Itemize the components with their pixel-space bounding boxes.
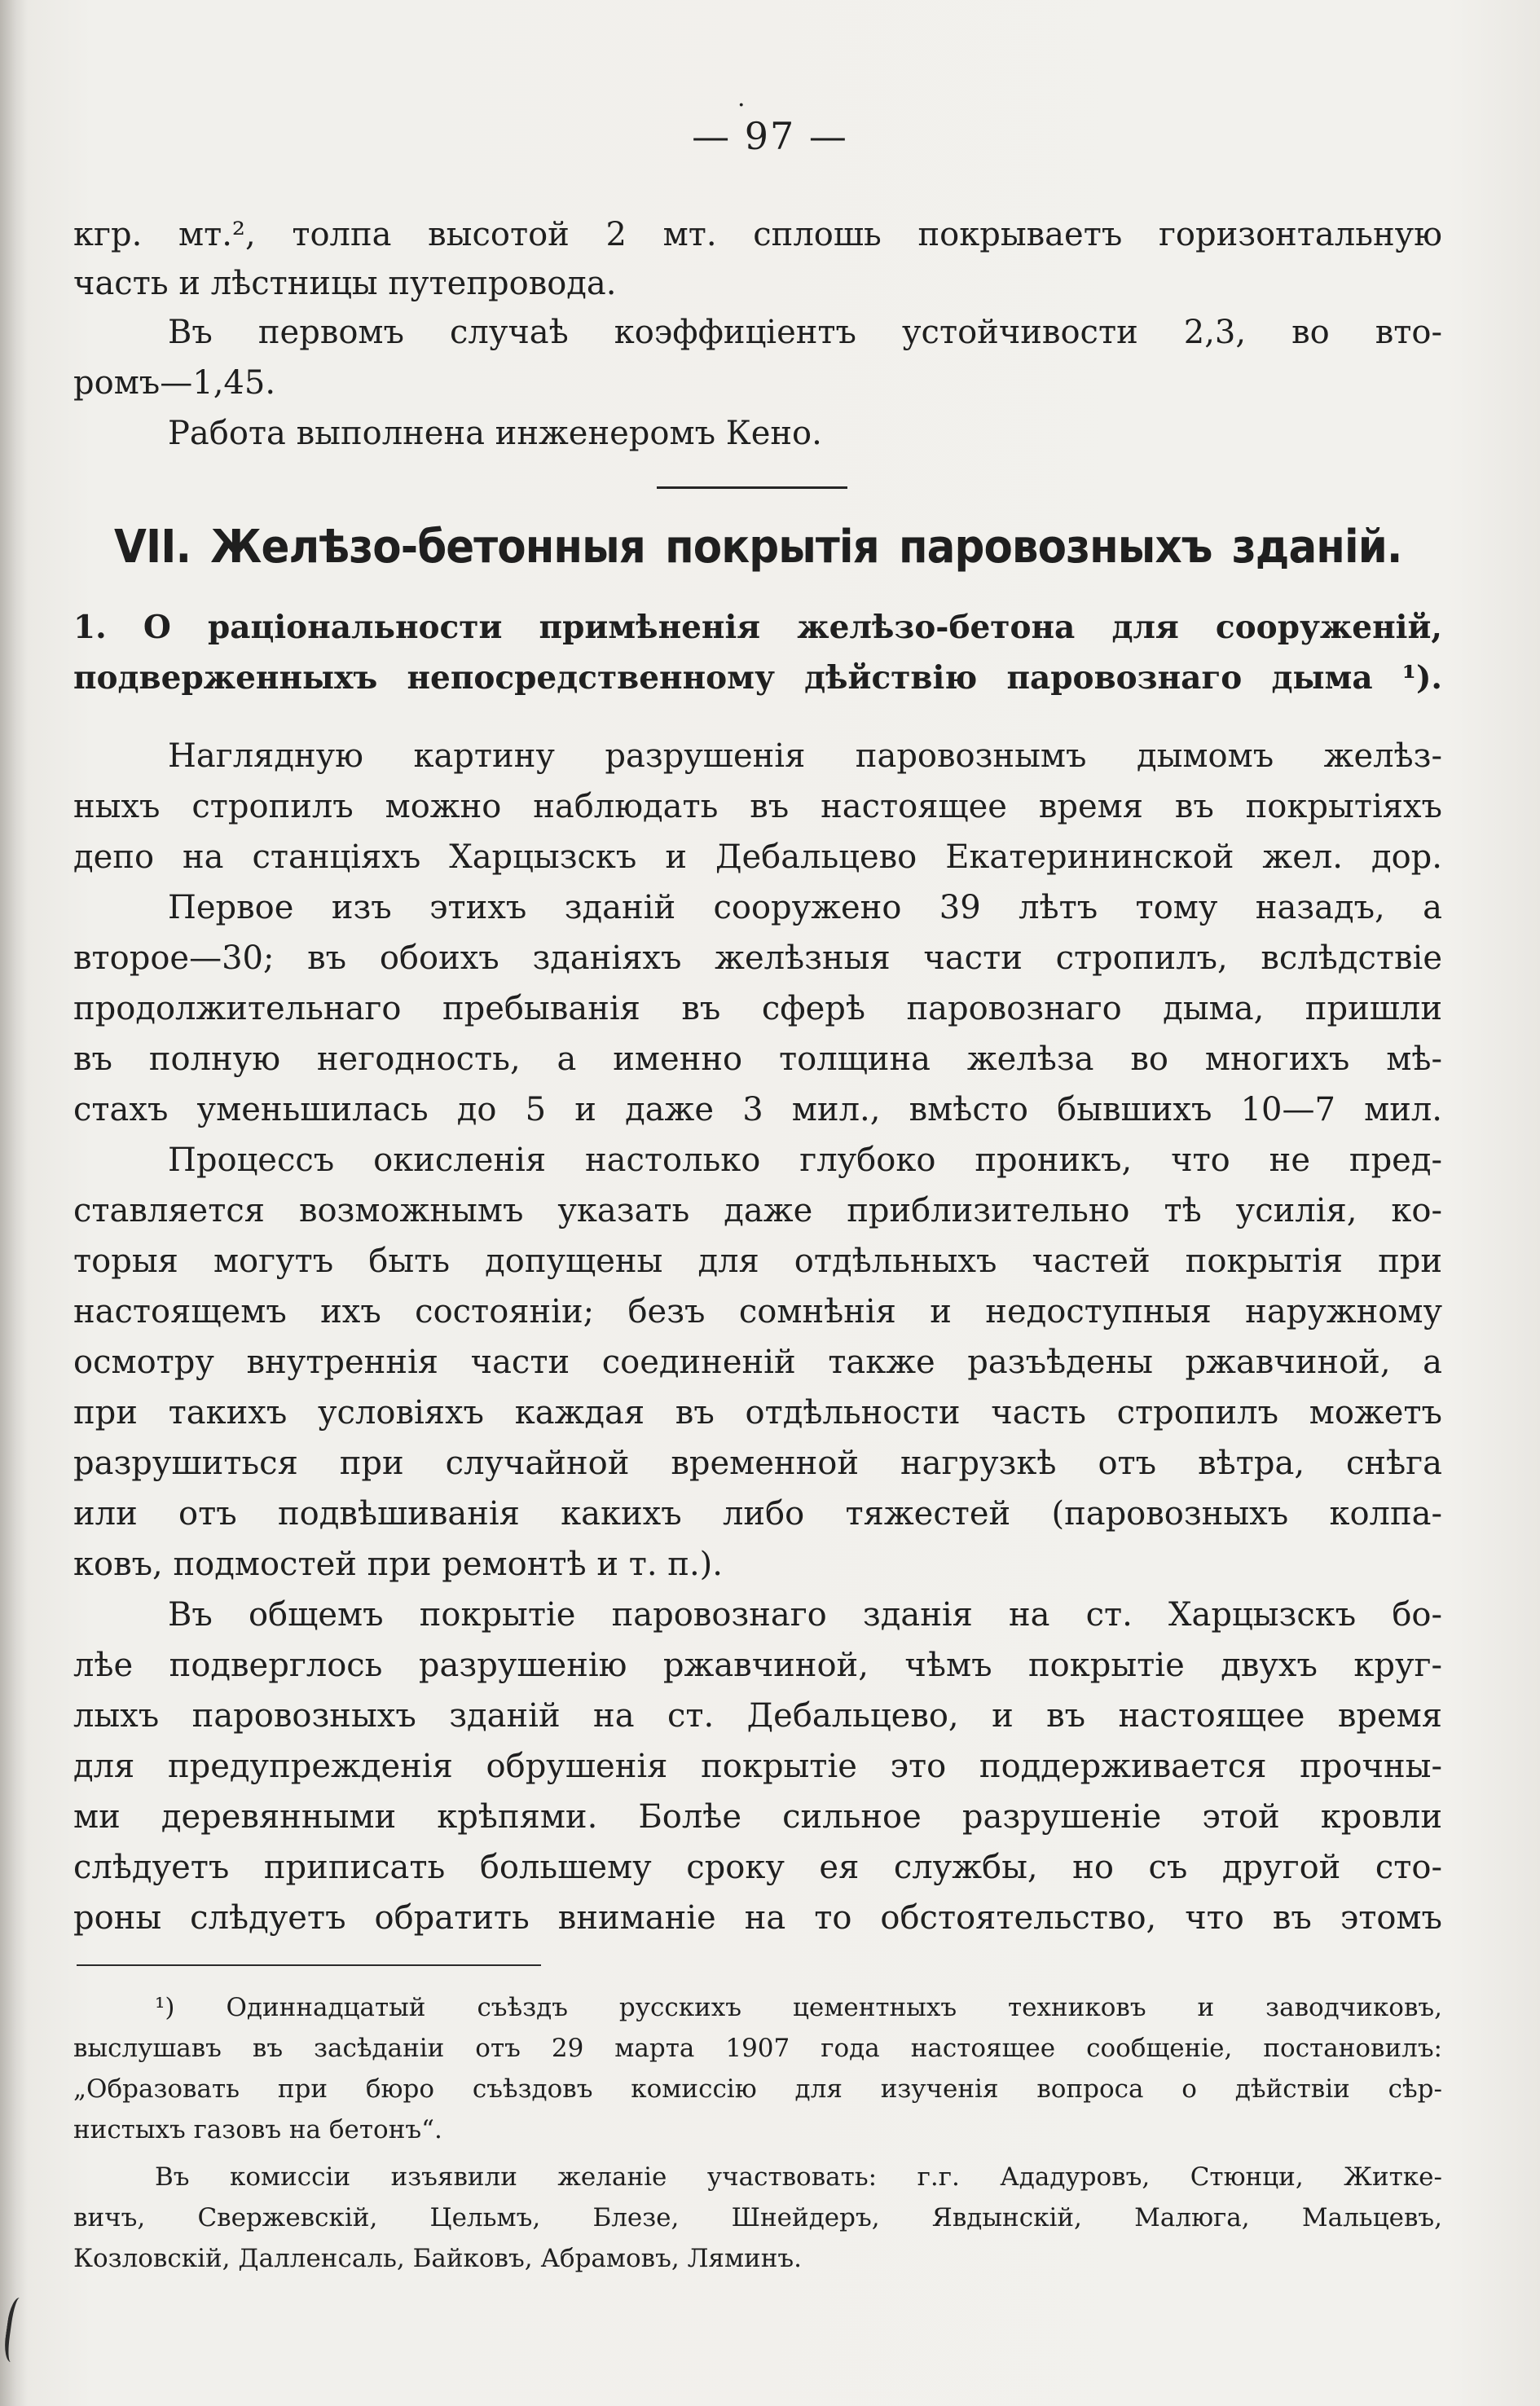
page-number-text: — 97 — xyxy=(692,114,848,158)
page-number xyxy=(0,91,1540,158)
footnote-line: ¹) Одиннадцатый съѣздъ русскихъ цементныхъ техниковъ и заводчиковъ, xyxy=(155,1993,1442,2022)
body-line: лѣе подверглось разрушенію ржавчиной, чѣмъ покрытіе двухъ круг- xyxy=(73,1647,1442,1684)
body-line: ныхъ стропилъ можно наблюдать въ настоящее время въ покрытіяхъ xyxy=(73,788,1442,825)
body-line: лыхъ паровозныхъ зданій на ст. Дебальцево, и въ настоящее время xyxy=(73,1697,1442,1735)
body-line: ковъ, подмостей при ремонтѣ и т. п.). xyxy=(73,1546,723,1583)
footnote-line: „Образовать при бюро съѣздовъ комиссію для изученія вопроса о дѣйствіи сѣр- xyxy=(73,2074,1442,2104)
intro-line: Работа выполнена инженеромъ Кено. xyxy=(168,415,822,452)
footnote-line: нистыхъ газовъ на бетонъ“. xyxy=(73,2115,442,2144)
body-line: Процессъ окисленія настолько глубоко проникъ, что не пред- xyxy=(168,1141,1442,1179)
footnote-rule xyxy=(77,1964,541,1966)
body-line: ми деревянными крѣпями. Болѣе сильное разрушеніе этой кровли xyxy=(73,1798,1442,1836)
binding-shadow xyxy=(0,0,28,2406)
footnote-line: Козловскій, Далленсаль, Байковъ, Абрамовъ, Ляминъ. xyxy=(73,2244,803,2273)
footnote-line: вичъ, Свержевскій, Цельмъ, Блезе, Шнейдеръ, Явдынскій, Малюга, Мальцевъ, xyxy=(73,2203,1442,2232)
intro-line: ромъ—1,45. xyxy=(73,364,276,402)
intro-line: Въ первомъ случаѣ коэффиціентъ устойчивости 2,3, во вто- xyxy=(168,314,1442,351)
body-line: разрушиться при случайной временной нагрузкѣ отъ вѣтра, снѣга xyxy=(73,1445,1442,1482)
section-divider xyxy=(657,486,847,489)
page-number-mark: · xyxy=(737,91,747,120)
footnote-line: выслушавъ въ засѣданіи отъ 29 марта 1907 года настоящее сообщеніе, постановилъ: xyxy=(73,2034,1442,2063)
footnote-line: Въ комиссіи изъявили желаніе участвовать: г.г. Ададуровъ, Стюнци, Житке- xyxy=(155,2162,1442,2192)
body-line: или отъ подвѣшиванія какихъ либо тяжестей (паровозныхъ колпа- xyxy=(73,1495,1442,1533)
body-line: депо на станціяхъ Харцызскъ и Дебальцево Екатерининской жел. дор. xyxy=(73,838,1442,876)
body-line: въ полную негодность, а именно толщина желѣза во многихъ мѣ- xyxy=(73,1040,1442,1078)
body-line: настоящемъ ихъ состояніи; безъ сомнѣнія и недоступныя наружному xyxy=(73,1293,1442,1331)
body-line: слѣдуетъ приписать большему сроку ея службы, но съ другой сто- xyxy=(73,1849,1442,1886)
body-line: Первое изъ этихъ зданій сооружено 39 лѣтъ тому назадъ, а xyxy=(168,889,1442,926)
section-title: VII. Желѣзо-бетонныя покрытія паровозныхъ зданій. xyxy=(114,521,1402,574)
body-line: второе—30; въ обоихъ зданіяхъ желѣзныя части стропилъ, вслѣдствіе xyxy=(73,939,1442,977)
body-line: роны слѣдуетъ обратить вниманіе на то обстоятельство, что въ этомъ xyxy=(73,1899,1442,1937)
body-line: торыя могутъ быть допущены для отдѣльныхъ частей покрытія при xyxy=(73,1243,1442,1280)
body-line: осмотру внутреннія части соединеній также разъѣдены ржавчиной, а xyxy=(73,1344,1442,1381)
body-line: Въ общемъ покрытіе паровознаго зданія на ст. Харцызскъ бо- xyxy=(168,1596,1442,1634)
subsection-heading-line: 1. О раціональности примѣненія желѣзо-бетона для сооруженій, xyxy=(73,609,1442,646)
body-line: для предупрежденія обрушенія покрытіе это поддерживается прочны- xyxy=(73,1748,1442,1785)
body-line: продолжительнаго пребыванія въ сферѣ паровознаго дыма, пришли xyxy=(73,990,1442,1027)
body-line: при такихъ условіяхъ каждая въ отдѣльности часть стропилъ можетъ xyxy=(73,1394,1442,1432)
intro-line: кгр. мт.², толпа высотой 2 мт. сплошь покрываетъ горизонтальную xyxy=(73,216,1442,253)
body-line: стахъ уменьшилась до 5 и даже 3 мил., вмѣсто бывшихъ 10—7 мил. xyxy=(73,1091,1442,1128)
intro-line: часть и лѣстницы путепровода. xyxy=(73,265,617,302)
subsection-heading-line: подверженныхъ непосредственному дѣйствію паровознаго дыма ¹). xyxy=(73,659,1442,697)
body-line: ставляется возможнымъ указать даже приблизительно тѣ усилія, ко- xyxy=(73,1192,1442,1229)
body-line: Наглядную картину разрушенія паровознымъ дымомъ желѣз- xyxy=(168,737,1442,775)
